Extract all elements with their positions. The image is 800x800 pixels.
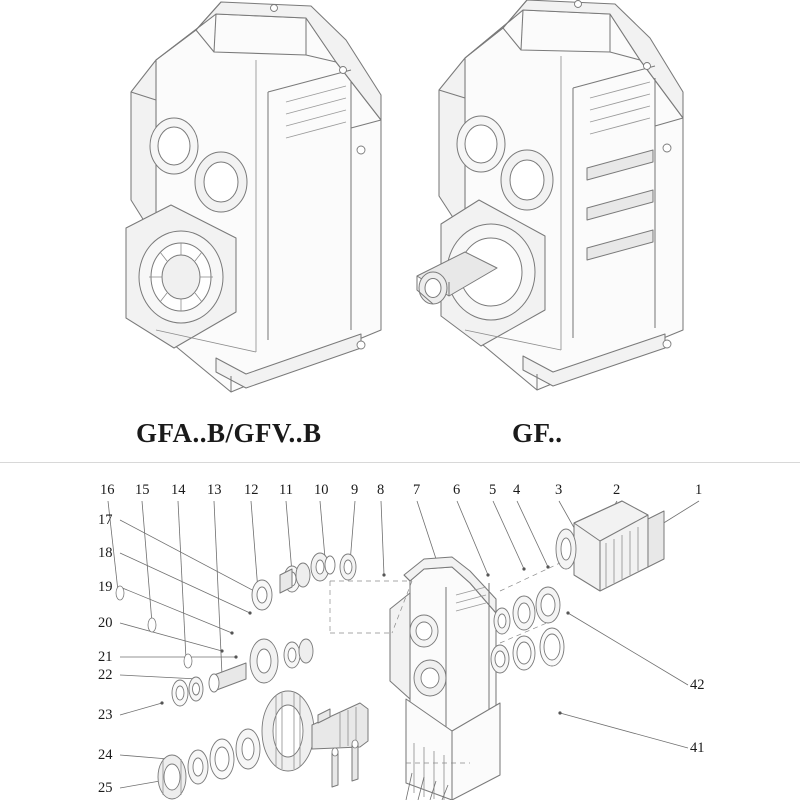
callout-11: 11 <box>279 482 293 498</box>
callout-15: 15 <box>135 482 150 498</box>
callout-20: 20 <box>98 615 113 631</box>
callout-5: 5 <box>489 482 497 498</box>
callout-21: 21 <box>98 649 113 665</box>
callout-24: 24 <box>98 747 113 763</box>
callout-6: 6 <box>453 482 461 498</box>
callout-12: 12 <box>244 482 259 498</box>
callout-9: 9 <box>351 482 359 498</box>
caption-right: GF.. <box>512 418 563 448</box>
callout-1: 1 <box>695 482 703 498</box>
callout-25: 25 <box>98 780 113 796</box>
callout-42: 42 <box>690 677 705 693</box>
exploded-view-area <box>0 463 800 800</box>
exploded-parts-drawing <box>0 463 800 800</box>
callout-22: 22 <box>98 667 113 683</box>
callout-7: 7 <box>413 482 421 498</box>
gearbox-gfa-b-gfv-b-isometric <box>96 0 386 400</box>
callout-3: 3 <box>555 482 563 498</box>
callout-41: 41 <box>690 740 705 756</box>
callout-17: 17 <box>98 512 113 528</box>
callout-8: 8 <box>377 482 385 498</box>
callout-10: 10 <box>314 482 329 498</box>
gearbox-gf-isometric-with-output-shaft <box>405 0 705 400</box>
caption-left: GFA..B/GFV..B <box>136 418 322 448</box>
callout-23: 23 <box>98 707 113 723</box>
callout-4: 4 <box>513 482 521 498</box>
callout-2: 2 <box>613 482 621 498</box>
callout-18: 18 <box>98 545 113 561</box>
callout-19: 19 <box>98 579 113 595</box>
callout-14: 14 <box>171 482 186 498</box>
callout-16: 16 <box>100 482 115 498</box>
callout-13: 13 <box>207 482 222 498</box>
